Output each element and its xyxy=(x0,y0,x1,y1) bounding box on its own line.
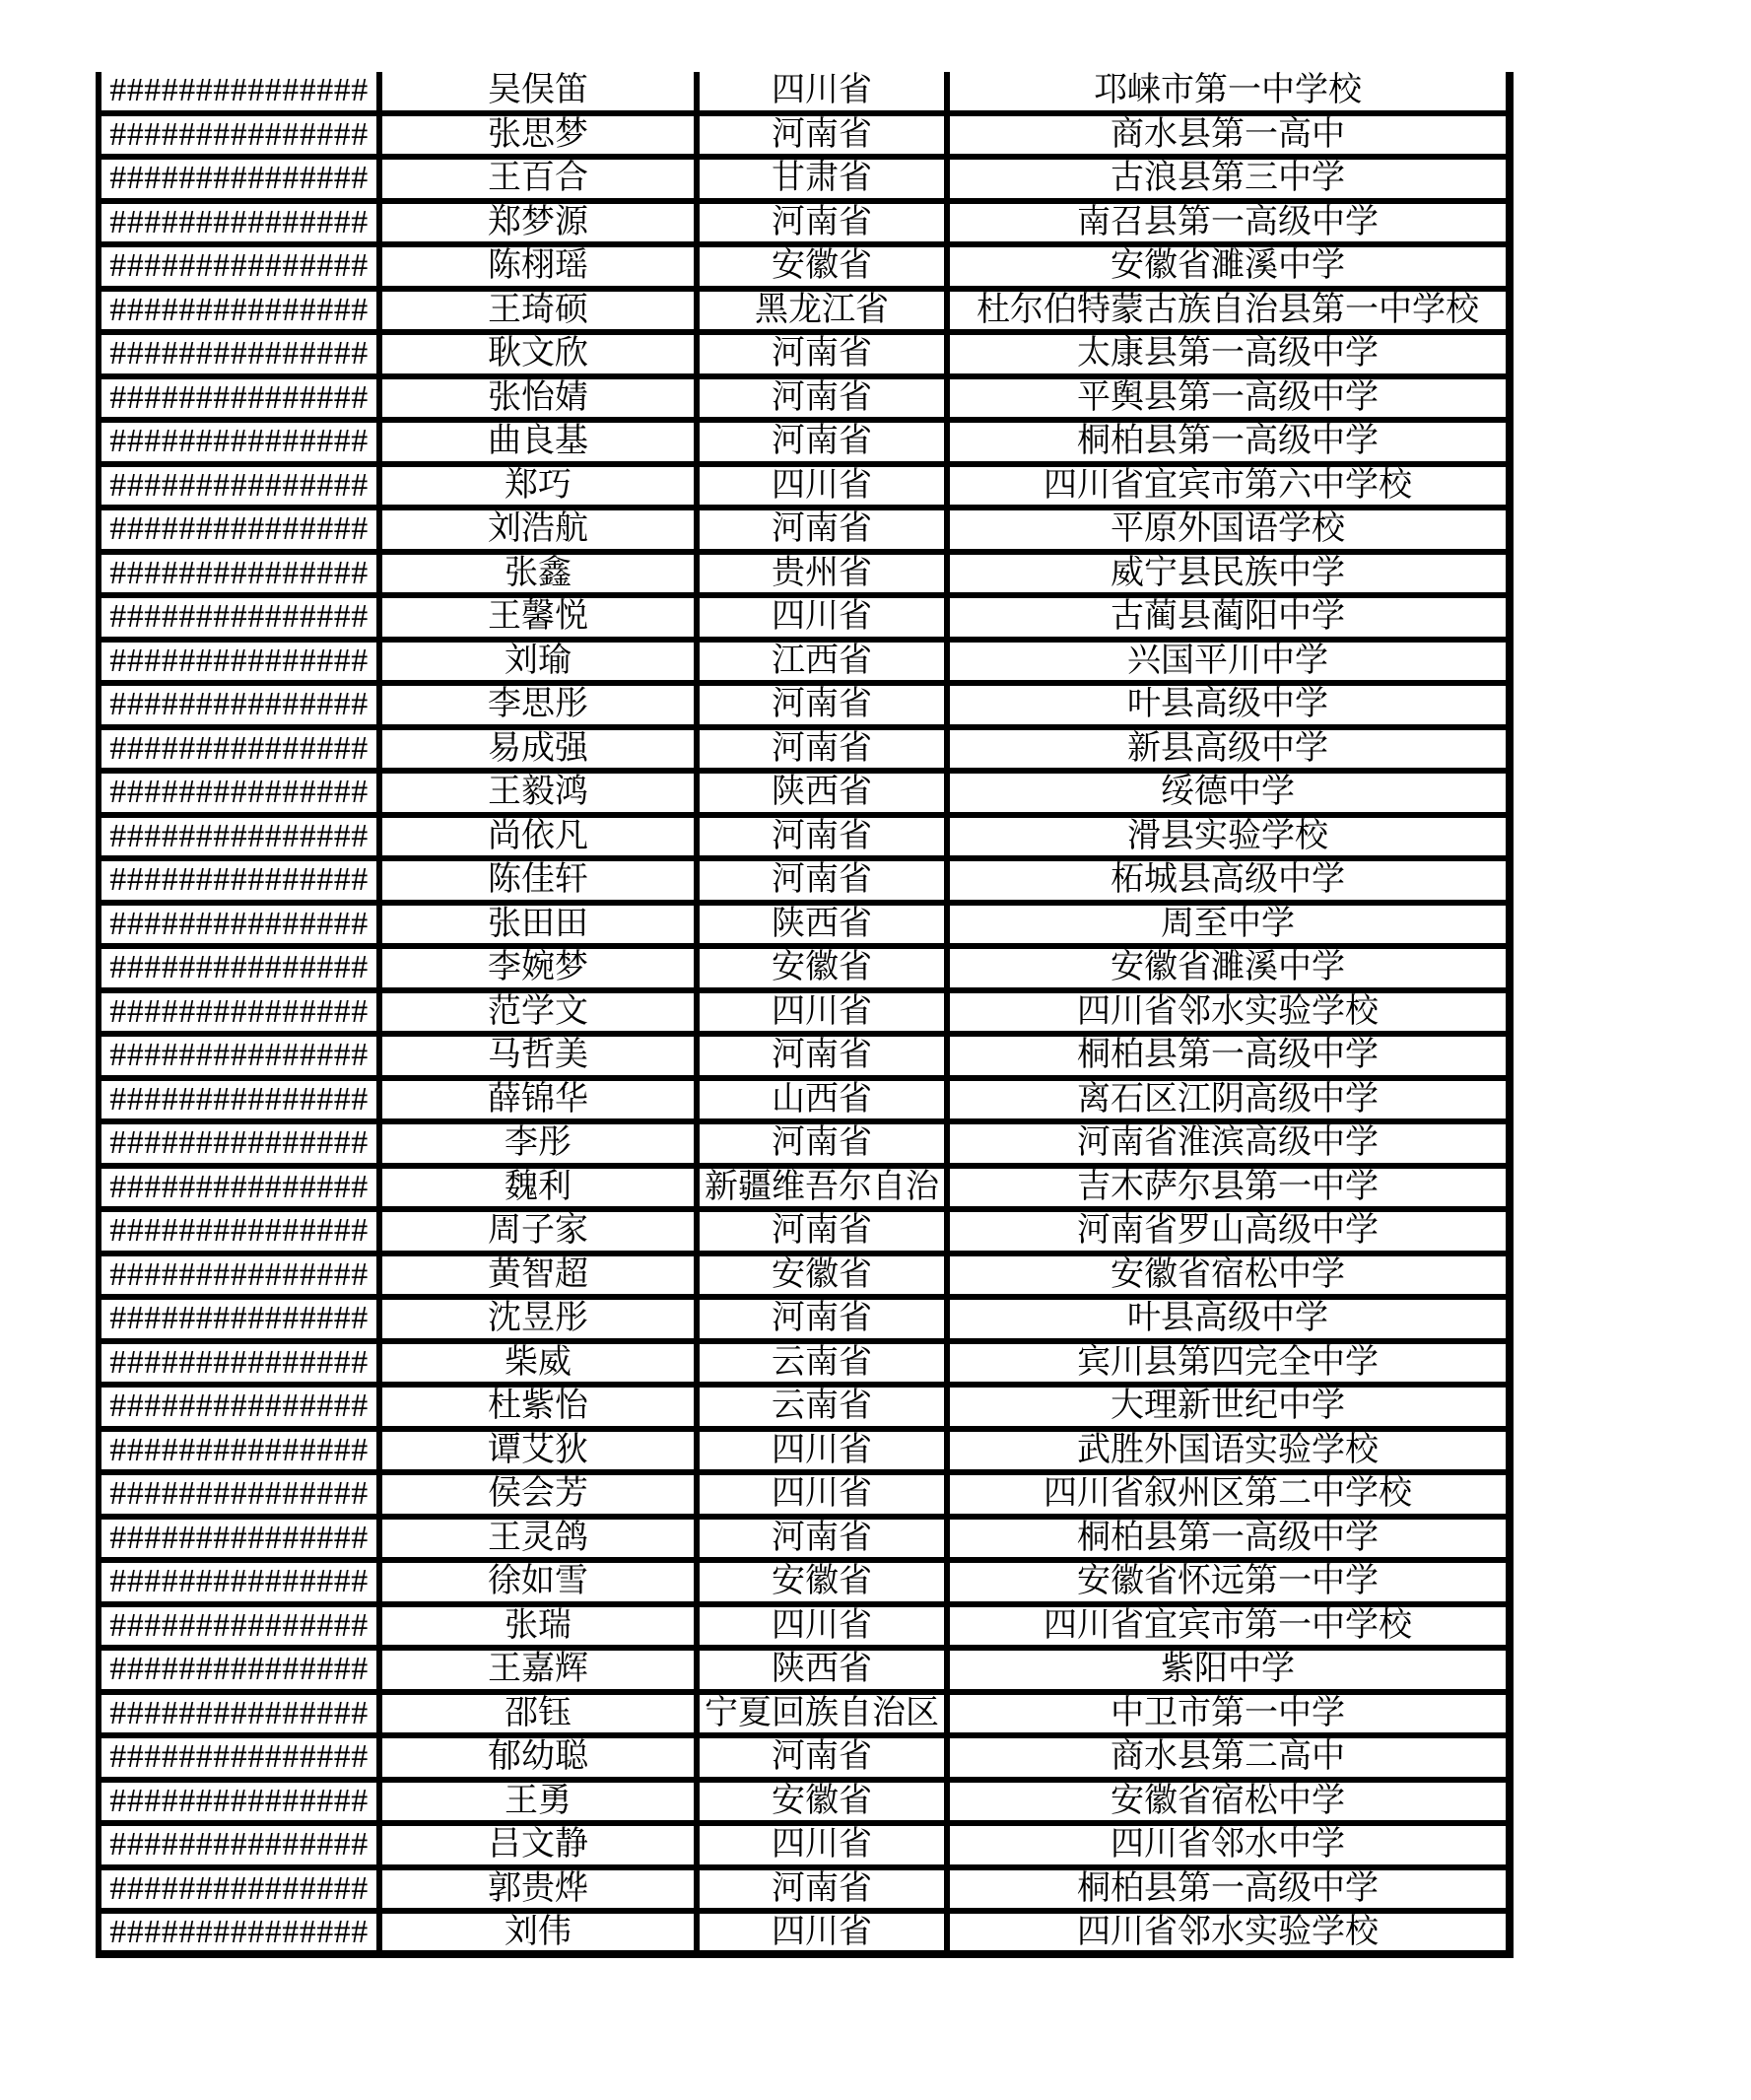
cell-school[interactable]: 四川省宜宾市第六中学校 xyxy=(950,467,1514,511)
cell-student-name[interactable]: 李彤 xyxy=(382,1124,700,1169)
cell-student-name[interactable]: 刘伟 xyxy=(382,1914,700,1958)
cell-school[interactable]: 古蔺县蔺阳中学 xyxy=(950,598,1514,643)
cell-student-name[interactable]: 马哲美 xyxy=(382,1037,700,1081)
cell-province[interactable]: 安徽省 xyxy=(700,1563,950,1607)
cell-school[interactable]: 四川省宜宾市第一中学校 xyxy=(950,1607,1514,1652)
cell-student-name[interactable]: 吕文静 xyxy=(382,1826,700,1870)
cell-student-name[interactable]: 曲良基 xyxy=(382,423,700,467)
cell-student-name[interactable]: 黄智超 xyxy=(382,1256,700,1301)
cell-school[interactable]: 宾川县第四完全中学 xyxy=(950,1344,1514,1389)
cell-province[interactable]: 河南省 xyxy=(700,1300,950,1344)
cell-province[interactable]: 贵州省 xyxy=(700,555,950,599)
cell-province[interactable]: 陕西省 xyxy=(700,906,950,950)
cell-overflow[interactable]: ############### xyxy=(101,116,382,161)
cell-overflow[interactable]: ############### xyxy=(101,1344,382,1389)
cell-province[interactable]: 河南省 xyxy=(700,335,950,379)
cell-province[interactable]: 山西省 xyxy=(700,1081,950,1125)
cell-school[interactable]: 叶县高级中学 xyxy=(950,1300,1514,1344)
cell-province[interactable]: 河南省 xyxy=(700,116,950,161)
cell-province[interactable]: 四川省 xyxy=(700,598,950,643)
cell-school[interactable]: 杜尔伯特蒙古族自治县第一中学校 xyxy=(950,292,1514,336)
cell-school[interactable]: 安徽省濉溪中学 xyxy=(950,247,1514,292)
cell-student-name[interactable]: 谭艾狄 xyxy=(382,1432,700,1476)
cell-school[interactable]: 兴国平川中学 xyxy=(950,643,1514,687)
cell-school[interactable]: 紫阳中学 xyxy=(950,1651,1514,1695)
cell-school[interactable]: 叶县高级中学 xyxy=(950,686,1514,730)
cell-student-name[interactable]: 张鑫 xyxy=(382,555,700,599)
cell-province[interactable]: 四川省 xyxy=(700,467,950,511)
cell-school[interactable]: 周至中学 xyxy=(950,906,1514,950)
cell-overflow[interactable]: ############### xyxy=(101,160,382,204)
cell-overflow[interactable]: ############### xyxy=(101,292,382,336)
cell-student-name[interactable]: 王灵鸽 xyxy=(382,1520,700,1564)
cell-province[interactable]: 宁夏回族自治区 xyxy=(700,1695,950,1739)
cell-student-name[interactable]: 刘瑜 xyxy=(382,643,700,687)
cell-school[interactable]: 南召县第一高级中学 xyxy=(950,204,1514,248)
cell-province[interactable]: 甘肃省 xyxy=(700,160,950,204)
cell-school[interactable]: 中卫市第一中学 xyxy=(950,1695,1514,1739)
cell-province[interactable]: 四川省 xyxy=(700,1914,950,1958)
cell-school[interactable]: 四川省邻水实验学校 xyxy=(950,993,1514,1038)
cell-student-name[interactable]: 王百合 xyxy=(382,160,700,204)
cell-school[interactable]: 安徽省濉溪中学 xyxy=(950,949,1514,993)
cell-province[interactable]: 河南省 xyxy=(700,686,950,730)
cell-overflow[interactable]: ############### xyxy=(101,643,382,687)
cell-province[interactable]: 黑龙江省 xyxy=(700,292,950,336)
cell-school[interactable]: 离石区江阴高级中学 xyxy=(950,1081,1514,1125)
cell-province[interactable]: 安徽省 xyxy=(700,1256,950,1301)
cell-province[interactable]: 新疆维吾尔自治 xyxy=(700,1169,950,1213)
cell-student-name[interactable]: 吴俣笛 xyxy=(382,72,700,116)
cell-province[interactable]: 河南省 xyxy=(700,1212,950,1256)
cell-overflow[interactable]: ############### xyxy=(101,1124,382,1169)
cell-student-name[interactable]: 李思彤 xyxy=(382,686,700,730)
cell-student-name[interactable]: 张田田 xyxy=(382,906,700,950)
cell-province[interactable]: 河南省 xyxy=(700,1520,950,1564)
cell-overflow[interactable]: ############### xyxy=(101,204,382,248)
cell-student-name[interactable]: 郑梦源 xyxy=(382,204,700,248)
cell-student-name[interactable]: 魏利 xyxy=(382,1169,700,1213)
cell-overflow[interactable]: ############### xyxy=(101,818,382,862)
cell-school[interactable]: 古浪县第三中学 xyxy=(950,160,1514,204)
cell-student-name[interactable]: 张思梦 xyxy=(382,116,700,161)
cell-school[interactable]: 商水县第二高中 xyxy=(950,1738,1514,1783)
cell-school[interactable]: 平舆县第一高级中学 xyxy=(950,379,1514,424)
cell-province[interactable]: 河南省 xyxy=(700,510,950,555)
cell-province[interactable]: 江西省 xyxy=(700,643,950,687)
cell-overflow[interactable]: ############### xyxy=(101,247,382,292)
cell-school[interactable]: 平原外国语学校 xyxy=(950,510,1514,555)
cell-province[interactable]: 河南省 xyxy=(700,861,950,906)
cell-student-name[interactable]: 沈昱彤 xyxy=(382,1300,700,1344)
cell-student-name[interactable]: 易成强 xyxy=(382,730,700,775)
cell-school[interactable]: 河南省淮滨高级中学 xyxy=(950,1124,1514,1169)
cell-province[interactable]: 安徽省 xyxy=(700,949,950,993)
cell-student-name[interactable]: 王琦硕 xyxy=(382,292,700,336)
cell-province[interactable]: 四川省 xyxy=(700,72,950,116)
cell-overflow[interactable]: ############### xyxy=(101,993,382,1038)
cell-province[interactable]: 河南省 xyxy=(700,379,950,424)
cell-overflow[interactable]: ############### xyxy=(101,1826,382,1870)
cell-overflow[interactable]: ############### xyxy=(101,1081,382,1125)
cell-school[interactable]: 桐柏县第一高级中学 xyxy=(950,423,1514,467)
cell-overflow[interactable]: ############### xyxy=(101,1212,382,1256)
cell-province[interactable]: 河南省 xyxy=(700,1124,950,1169)
cell-overflow[interactable]: ############### xyxy=(101,1432,382,1476)
cell-province[interactable]: 四川省 xyxy=(700,1826,950,1870)
cell-province[interactable]: 安徽省 xyxy=(700,1783,950,1827)
cell-student-name[interactable]: 王馨悦 xyxy=(382,598,700,643)
cell-student-name[interactable]: 柴威 xyxy=(382,1344,700,1389)
cell-school[interactable]: 太康县第一高级中学 xyxy=(950,335,1514,379)
cell-province[interactable]: 云南省 xyxy=(700,1388,950,1432)
cell-overflow[interactable]: ############### xyxy=(101,1475,382,1520)
cell-province[interactable]: 河南省 xyxy=(700,1870,950,1915)
cell-overflow[interactable]: ############### xyxy=(101,774,382,818)
cell-province[interactable]: 河南省 xyxy=(700,204,950,248)
cell-student-name[interactable]: 尚依凡 xyxy=(382,818,700,862)
cell-overflow[interactable]: ############### xyxy=(101,1870,382,1915)
cell-student-name[interactable]: 陈佳轩 xyxy=(382,861,700,906)
cell-student-name[interactable]: 徐如雪 xyxy=(382,1563,700,1607)
cell-overflow[interactable]: ############### xyxy=(101,1607,382,1652)
cell-student-name[interactable]: 杜紫怡 xyxy=(382,1388,700,1432)
cell-province[interactable]: 四川省 xyxy=(700,993,950,1038)
cell-student-name[interactable]: 王毅鸿 xyxy=(382,774,700,818)
cell-overflow[interactable]: ############### xyxy=(101,1695,382,1739)
cell-school[interactable]: 邛崃市第一中学校 xyxy=(950,72,1514,116)
cell-overflow[interactable]: ############### xyxy=(101,379,382,424)
cell-province[interactable]: 安徽省 xyxy=(700,247,950,292)
cell-province[interactable]: 河南省 xyxy=(700,1037,950,1081)
cell-province[interactable]: 云南省 xyxy=(700,1344,950,1389)
cell-school[interactable]: 四川省邻水中学 xyxy=(950,1826,1514,1870)
cell-province[interactable]: 河南省 xyxy=(700,423,950,467)
cell-student-name[interactable]: 周子家 xyxy=(382,1212,700,1256)
cell-overflow[interactable]: ############### xyxy=(101,423,382,467)
cell-school[interactable]: 桐柏县第一高级中学 xyxy=(950,1037,1514,1081)
cell-province[interactable]: 陕西省 xyxy=(700,774,950,818)
cell-student-name[interactable]: 王勇 xyxy=(382,1783,700,1827)
cell-student-name[interactable]: 王嘉辉 xyxy=(382,1651,700,1695)
cell-student-name[interactable]: 范学文 xyxy=(382,993,700,1038)
cell-overflow[interactable]: ############### xyxy=(101,1169,382,1213)
cell-overflow[interactable]: ############### xyxy=(101,72,382,116)
cell-student-name[interactable]: 薛锦华 xyxy=(382,1081,700,1125)
cell-province[interactable]: 四川省 xyxy=(700,1607,950,1652)
cell-school[interactable]: 四川省叙州区第二中学校 xyxy=(950,1475,1514,1520)
cell-student-name[interactable]: 张瑞 xyxy=(382,1607,700,1652)
cell-student-name[interactable]: 李婉梦 xyxy=(382,949,700,993)
cell-province[interactable]: 河南省 xyxy=(700,730,950,775)
cell-overflow[interactable]: ############### xyxy=(101,1037,382,1081)
cell-overflow[interactable]: ############### xyxy=(101,730,382,775)
cell-school[interactable]: 威宁县民族中学 xyxy=(950,555,1514,599)
cell-overflow[interactable]: ############### xyxy=(101,1563,382,1607)
cell-school[interactable]: 四川省邻水实验学校 xyxy=(950,1914,1514,1958)
cell-overflow[interactable]: ############### xyxy=(101,906,382,950)
cell-school[interactable]: 桐柏县第一高级中学 xyxy=(950,1520,1514,1564)
cell-student-name[interactable]: 郁幼聪 xyxy=(382,1738,700,1783)
cell-overflow[interactable]: ############### xyxy=(101,335,382,379)
cell-overflow[interactable]: ############### xyxy=(101,467,382,511)
cell-overflow[interactable]: ############### xyxy=(101,1914,382,1958)
cell-student-name[interactable]: 郭贵烨 xyxy=(382,1870,700,1915)
cell-school[interactable]: 武胜外国语实验学校 xyxy=(950,1432,1514,1476)
cell-overflow[interactable]: ############### xyxy=(101,1738,382,1783)
cell-student-name[interactable]: 郑巧 xyxy=(382,467,700,511)
cell-school[interactable]: 桐柏县第一高级中学 xyxy=(950,1870,1514,1915)
cell-overflow[interactable]: ############### xyxy=(101,949,382,993)
cell-school[interactable]: 滑县实验学校 xyxy=(950,818,1514,862)
cell-overflow[interactable]: ############### xyxy=(101,1388,382,1432)
cell-school[interactable]: 安徽省宿松中学 xyxy=(950,1256,1514,1301)
cell-student-name[interactable]: 侯会芳 xyxy=(382,1475,700,1520)
cell-province[interactable]: 河南省 xyxy=(700,1738,950,1783)
cell-province[interactable]: 河南省 xyxy=(700,818,950,862)
cell-school[interactable]: 河南省罗山高级中学 xyxy=(950,1212,1514,1256)
cell-student-name[interactable]: 邵钰 xyxy=(382,1695,700,1739)
cell-overflow[interactable]: ############### xyxy=(101,1520,382,1564)
cell-student-name[interactable]: 耿文欣 xyxy=(382,335,700,379)
cell-student-name[interactable]: 刘浩航 xyxy=(382,510,700,555)
cell-school[interactable]: 绥德中学 xyxy=(950,774,1514,818)
cell-overflow[interactable]: ############### xyxy=(101,510,382,555)
cell-school[interactable]: 新县高级中学 xyxy=(950,730,1514,775)
cell-overflow[interactable]: ############### xyxy=(101,555,382,599)
cell-overflow[interactable]: ############### xyxy=(101,686,382,730)
cell-overflow[interactable]: ############### xyxy=(101,861,382,906)
cell-school[interactable]: 吉木萨尔县第一中学 xyxy=(950,1169,1514,1213)
cell-school[interactable]: 大理新世纪中学 xyxy=(950,1388,1514,1432)
cell-overflow[interactable]: ############### xyxy=(101,598,382,643)
cell-school[interactable]: 柘城县高级中学 xyxy=(950,861,1514,906)
cell-province[interactable]: 四川省 xyxy=(700,1475,950,1520)
cell-school[interactable]: 安徽省宿松中学 xyxy=(950,1783,1514,1827)
cell-province[interactable]: 四川省 xyxy=(700,1432,950,1476)
cell-overflow[interactable]: ############### xyxy=(101,1256,382,1301)
cell-province[interactable]: 陕西省 xyxy=(700,1651,950,1695)
cell-school[interactable]: 安徽省怀远第一中学 xyxy=(950,1563,1514,1607)
spreadsheet-grid xyxy=(96,72,1514,1958)
cell-overflow[interactable]: ############### xyxy=(101,1300,382,1344)
cell-overflow[interactable]: ############### xyxy=(101,1651,382,1695)
cell-school[interactable]: 商水县第一高中 xyxy=(950,116,1514,161)
cell-student-name[interactable]: 陈栩瑶 xyxy=(382,247,700,292)
cell-student-name[interactable]: 张怡婧 xyxy=(382,379,700,424)
cell-overflow[interactable]: ############### xyxy=(101,1783,382,1827)
